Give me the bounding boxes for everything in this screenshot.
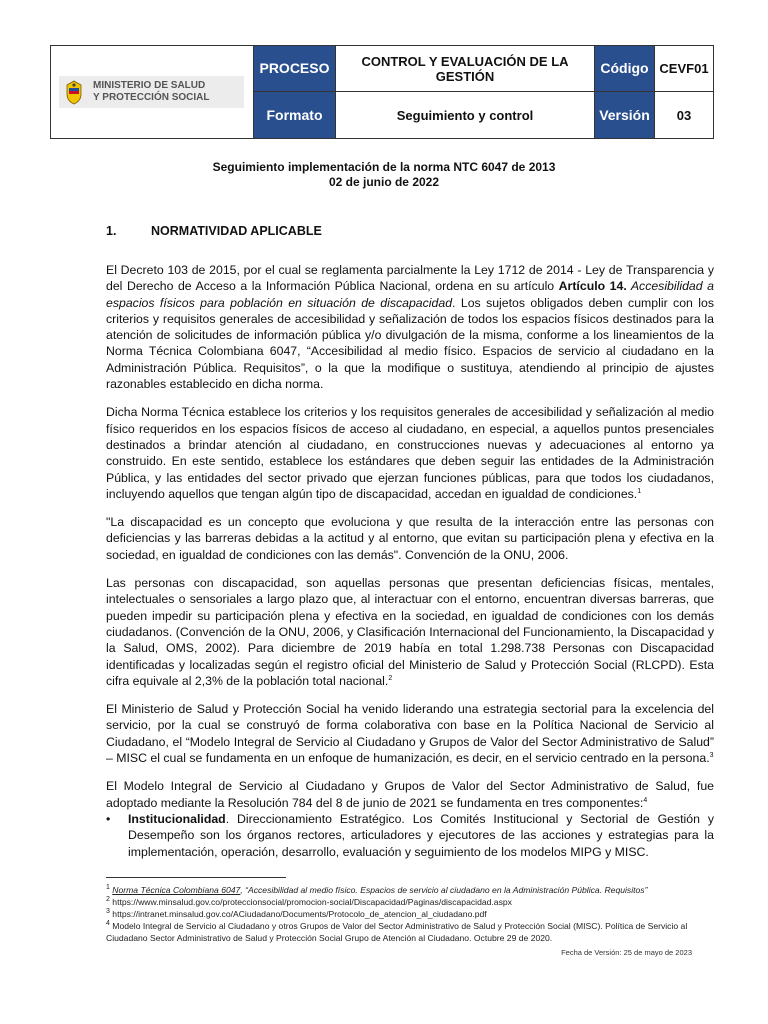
p6-text: El Modelo Integral de Servicio al Ciudadano y Grupos de Valor del Sector Administrativo de Salud, fue adoptado mediante la Resolución 784 del 8 de junio de 2021 se fundamenta en tres componentes: [106, 779, 714, 810]
footnote-ref-2: 2 [388, 674, 393, 682]
footnote-3 [106, 908, 714, 920]
p1-article: Artículo 14. [558, 279, 627, 294]
colombia-crest-icon [63, 79, 85, 105]
components-list [106, 811, 714, 860]
header-grid [254, 46, 713, 138]
section-number: 1. [106, 224, 117, 238]
footnote-2 [106, 896, 714, 908]
paragraph-1 [106, 262, 714, 392]
title-line-2: 02 de junio de 2022 [328, 175, 440, 189]
paragraph-2 [106, 404, 714, 502]
ministry-name [93, 80, 210, 104]
fn1-rest: , “Accesibilidad al medio físico. Espacios de servicio al ciudadano en la Administración Pública. Requisitos” [240, 885, 648, 895]
footnote-ref-1: 1 [637, 487, 642, 495]
section-heading [106, 224, 322, 238]
component-name: Institucionalidad [128, 811, 226, 826]
fn3-link[interactable]: https://intranet.minsalud.gov.co/ACiudadano/Documents/Protocolo_de_atencion_al_ciudadano.pdf [112, 909, 487, 919]
paragraph-5 [106, 701, 714, 766]
process-label: PROCESO [254, 46, 336, 92]
logo-line-1: MINISTERIO DE SALUD [93, 80, 206, 91]
p3-text: "La discapacidad es un concepto que evoluciona y que resulta de la interacción entre las personas con deficiencias y las barreras debidas a la actitud y al entorno, que evitan su participación plena y efectiva en la sociedad, en igualdad de condiciones con las demás". Convención de la ONU, 2006. [106, 515, 714, 562]
component-text: . Direccionamiento Estratégico. Los Comités Institucional y Sectorial de Gestión y Desempeño son los órganos rectores, articuladores y ejecutores de las acciones y estrategias para la implementación, operación, desarrollo, evaluación y seguimiento de los modelos MIPG y MISC. [128, 811, 714, 859]
document-header [50, 45, 714, 139]
fn4-num: 4 [106, 920, 110, 928]
logo-cell [51, 46, 254, 138]
p1-italic: Accesibilidad a espacios físicos para población en situación de discapacidad [106, 279, 714, 310]
section-title: NORMATIVIDAD APLICABLE [151, 224, 322, 238]
footnotes [106, 884, 714, 944]
version-label: Versión [595, 92, 655, 138]
code-label: Código [595, 46, 655, 92]
paragraph-4 [106, 575, 714, 689]
document-title [0, 160, 768, 190]
fn1-num: 1 [106, 884, 110, 892]
footnote-ref-4: 4 [643, 796, 648, 804]
footnote-divider [106, 877, 286, 878]
fn4-text: Modelo Integral de Servicio al Ciudadano y otros Grupos de Valor del Sector Administrativo de Salud y Protección Social (MISC). Política de Servicio al Ciudadano Sector Administrativo de Salud y Protección Social Grupo de Atención al Ciudadano. Octubre 29 de 2020. [106, 921, 688, 943]
logo-line-2: Y PROTECCIÓN SOCIAL [93, 92, 210, 103]
p2-text: Dicha Norma Técnica establece los criterios y los requisitos generales de accesibilidad y señalización al medio físico requeridos en los espacios físicos de acceso al ciudadano, en especial, a aquellos puntos presenciales destinados a brindar atención al ciudadano, en construcciones nuevas y adecuaciones al entorno ya construido. En este sentido, establece los estándares que deben seguir las entidades de la Administración Pública, y las entidades del sector privado que ejerzan funciones públicas, para que todos los ciudadanos, incluyendo aquellos que tengan algún tipo de discapacidad, accedan en igualdad de condiciones. [106, 405, 714, 501]
fn2-num: 2 [106, 896, 110, 904]
footnote-4 [106, 920, 714, 944]
p4-text: Las personas con discapacidad, son aquellas personas que presentan deficiencias físicas, mentales, intelectuales o sensoriales a largo plazo que, al interactuar con el entorno, encuentran diversas barreras, que pueden impedir su participación plena y efectiva en la sociedad, en igualdad de condiciones con los demás ciudadanos. (Convención de la ONU, 2006, y Clasificación Internacional del Funcionamiento, la Discapacidad y la Salud, OMS, 2002). Para diciembre de 2019 había en total 1.298.738 Personas con Discapacidad identificadas y localizadas según el registro oficial del Ministerio de Salud y Protección Social (RLCPD). Esta cifra equivale al 2,3% de la población total nacional. [106, 576, 714, 688]
format-label: Formato [254, 92, 336, 138]
p1-text-b: . Los sujetos obligados deben cumplir con los criterios y requisitos generales de accesibilidad y señalización de todos los espacios físicos destinados para la atención de solicitudes de información pública y/o divulgación de la misma, conforme a los lineamientos de la Norma Técnica Colombiana 6047, “Accesibilidad al medio físico. Espacios de servicio al ciudadano en la Administración Pública. Requisitos”, o la que la modifique o sustituya, atendiendo al principio de ajustes razonables establecido en dicha norma. [106, 295, 714, 392]
document-body [106, 262, 714, 860]
fn3-num: 3 [106, 908, 110, 916]
paragraph-3 [106, 514, 714, 563]
fn2-link[interactable]: https://www.minsalud.gov.co/proteccionsocial/promocion-social/Discapacidad/Paginas/discapacidad.aspx [112, 897, 512, 907]
ministry-logo [59, 76, 244, 108]
paragraph-6 [106, 778, 714, 811]
version-date: Fecha de Versión: 25 de mayo de 2023 [561, 948, 692, 957]
process-value: CONTROL Y EVALUACIÓN DE LA GESTIÓN [336, 46, 595, 92]
version-value: 03 [676, 107, 692, 123]
fn1-title[interactable]: Norma Técnica Colombiana 6047 [112, 885, 241, 895]
code-value: CEVF01 [655, 46, 713, 92]
p5-text: El Ministerio de Salud y Protección Social ha venido liderando una estrategia sectorial para la excelencia del servicio, por la cual se construyó de forma colaborativa con base en la Política Nacional de Servicio al Ciudadano, el “Modelo Integral de Servicio al Ciudadano y Grupos de Valor del Sector Administrativo de Salud” – MISC el cual se fundamenta en un enfoque de humanización, es decir, en el servicio centrado en la persona. [106, 702, 714, 766]
footnote-ref-3: 3 [709, 751, 714, 759]
footnote-1 [106, 884, 714, 896]
title-line-1: Seguimiento implementación de la norma NTC 6047 de 2013 [212, 160, 556, 174]
p1-text-a: El Decreto 103 de 2015, por el cual se reglamenta parcialmente la Ley 1712 de 2014 - Ley de Transparencia y del Derecho de Acceso a la Información Pública Nacional, ordena en su artículo [106, 263, 714, 294]
format-value: Seguimiento y control [336, 92, 595, 138]
list-item [128, 811, 714, 860]
